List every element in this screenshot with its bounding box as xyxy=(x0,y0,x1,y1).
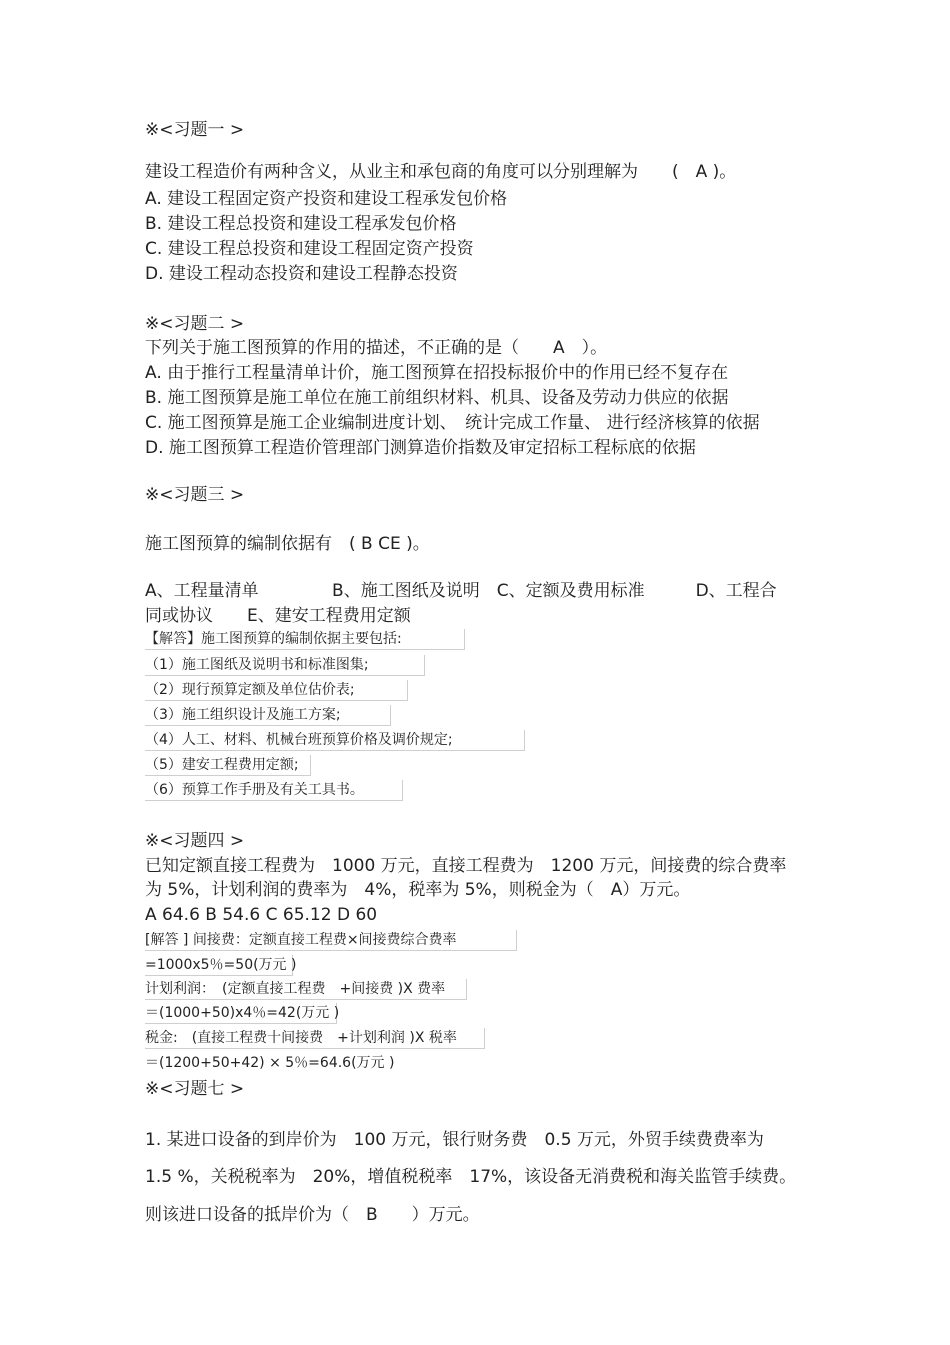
q3-answer-title: 【解答】施工图预算的编制依据主要包括: xyxy=(145,629,465,650)
q1-stem: 建设工程造价有两种含义，从业主和承包商的角度可以分别理解为 ( A )。 xyxy=(145,162,737,182)
q1-option-d: D. 建设工程动态投资和建设工程静态投资 xyxy=(145,264,458,284)
q1-option-b: B. 建设工程总投资和建设工程承发包价格 xyxy=(145,214,457,234)
q7-line2: 1.5 %，关税税率为 20%，增值税税率 17%，该设备无消费税和海关监管手续费。 xyxy=(145,1167,797,1187)
q4-solution-line3: 计划利润： (定额直接工程费 +间接费 )X 费率 xyxy=(145,979,467,1000)
q2-option-c: C. 施工图预算是施工企业编制进度计划、 统计完成工作量、 进行经济核算的依据 xyxy=(145,413,760,433)
q4-solution-line2: =1000x5％=50(万元 ) xyxy=(145,955,293,976)
q3-stem: 施工图预算的编制依据有 ( B CE )。 xyxy=(145,534,430,554)
q4-solution-line5: 税金: (直接工程费十间接费 +计划利润 )X 税率 xyxy=(145,1028,485,1049)
q2-stem: 下列关于施工图预算的作用的描述，不正确的是（ A ）。 xyxy=(145,338,608,358)
q3-heading: ※<习题三 > xyxy=(145,485,245,505)
q3-answer-item-5: （5）建安工程费用定额; xyxy=(145,755,311,776)
q3-options-line2: 同或协议 E、建安工程费用定额 xyxy=(145,606,411,626)
q3-answer-item-4: （4）人工、材料、机械台班预算价格及调价规定; xyxy=(145,730,525,751)
q7-line1: 1. 某进口设备的到岸价为 100 万元，银行财务费 0.5 万元，外贸手续费费率为 xyxy=(145,1130,764,1150)
q2-option-b: B. 施工图预算是施工单位在施工前组织材料、机具、设备及劳动力供应的依据 xyxy=(145,388,729,408)
q2-option-a: A. 由于推行工程量清单计价，施工图预算在招投标报价中的作用已经不复存在 xyxy=(145,363,729,383)
q7-heading: ※<习题七 > xyxy=(145,1079,245,1099)
q7-line3: 则该进口设备的抵岸价为（ B ）万元。 xyxy=(145,1205,480,1225)
q3-answer-item-6: （6）预算工作手册及有关工具书。 xyxy=(145,780,403,801)
q3-options-line1: A、工程量清单 B、施工图纸及说明 C、定额及费用标准 D、工程合 xyxy=(145,581,777,601)
q4-solution-line6: ＝(1200+50+42) × 5％=64.6(万元 ) xyxy=(145,1055,395,1071)
q4-solution-line1: [解答 ] 间接费：定额直接工程费×间接费综合费率 xyxy=(145,930,517,951)
q3-answer-item-1: （1）施工图纸及说明书和标准图集; xyxy=(145,655,425,676)
q2-option-d: D. 施工图预算工程造价管理部门测算造价指数及审定招标工程标底的依据 xyxy=(145,438,696,458)
q1-heading: ※<习题一 > xyxy=(145,120,245,140)
q4-heading: ※<习题四 > xyxy=(145,831,245,851)
q4-options: A 64.6 B 54.6 C 65.12 D 60 xyxy=(145,905,378,925)
q3-answer-item-2: （2）现行预算定额及单位估价表; xyxy=(145,680,408,701)
q4-stem-line2: 为 5%，计划利润的费率为 4%，税率为 5%，则税金为（ A）万元。 xyxy=(145,880,691,900)
q1-option-a: A. 建设工程固定资产投资和建设工程承发包价格 xyxy=(145,189,508,209)
q1-option-c: C. 建设工程总投资和建设工程固定资产投资 xyxy=(145,239,474,259)
q3-answer-item-3: （3）施工组织设计及施工方案; xyxy=(145,705,391,726)
q2-heading: ※<习题二 > xyxy=(145,314,245,334)
q4-stem-line1: 已知定额直接工程费为 1000 万元，直接工程费为 1200 万元，间接费的综合费率 xyxy=(145,856,787,876)
q4-solution-line4: ＝(1000+50)x4％=42(万元 ) xyxy=(145,1003,337,1024)
